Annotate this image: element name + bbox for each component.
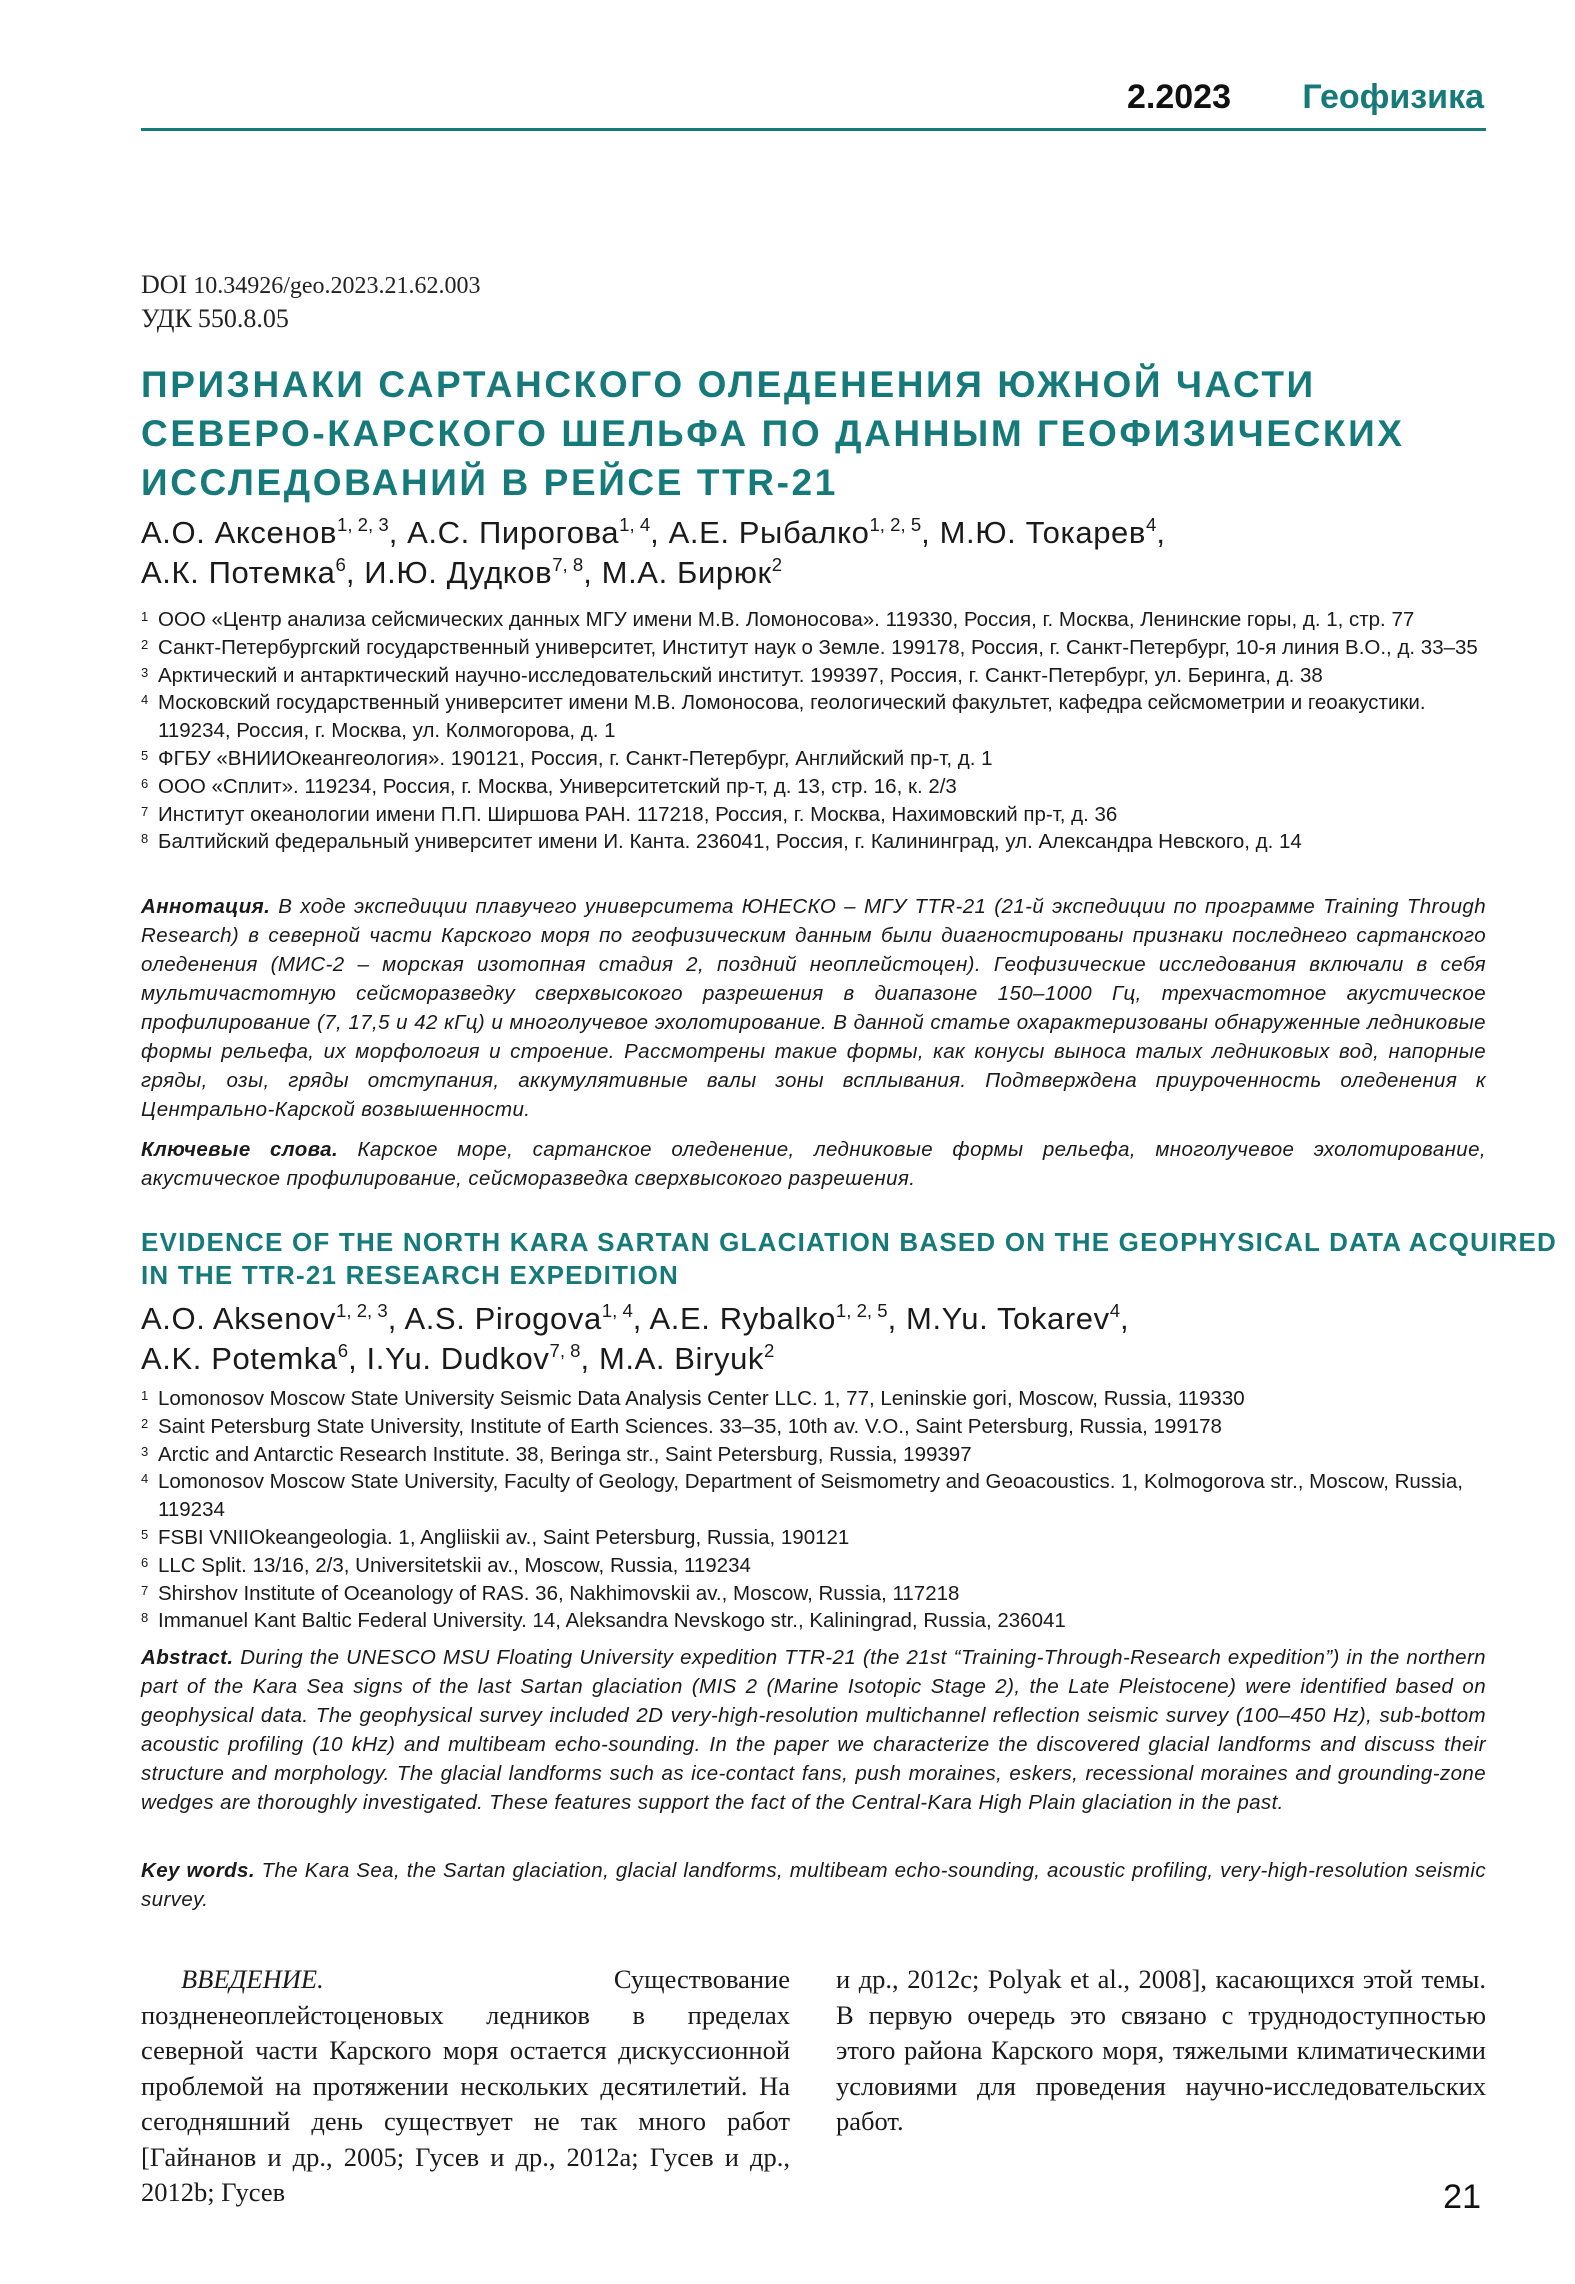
author-separator: , bbox=[387, 1301, 405, 1336]
author-affil-ref: 4 bbox=[1145, 513, 1157, 535]
affiliation-text: Московский государственный университет имени М.В. Ломоносова, геологический факультет, кафедра сейсмометрии и геоакустики. 119234, Россия, г. Москва, ул. Колмогорова, д. 1 bbox=[158, 691, 1426, 743]
author-name: A.E. Rybalko bbox=[649, 1301, 836, 1336]
abstract-en bbox=[141, 1643, 1486, 1817]
intro-text-col1: Существование поздненеоплейстоценовых ледников в пределах северной части Карского моря остается дискуссионной проблемой на протяжении нескольких десятилетий. На сегодняшний день существует не так много работ [Гайнанов и др., 2005; Гусев и др., 2012a; Гусев и др., 2012b; Гусев bbox=[141, 1964, 790, 2207]
author-name: А.Е. Рыбалко bbox=[668, 515, 870, 550]
keywords-ru-label: Ключевые слова. bbox=[141, 1138, 339, 1161]
issue-number: 2.2023 bbox=[1127, 78, 1231, 116]
affiliation-number: 7 bbox=[141, 803, 149, 819]
authors-en bbox=[141, 1299, 1129, 1379]
article-title-ru bbox=[141, 360, 1481, 507]
affiliation-number: 4 bbox=[141, 1471, 149, 1487]
author-name: I.Yu. Dudkov bbox=[366, 1341, 550, 1376]
affiliation-item bbox=[141, 1524, 1486, 1552]
affiliation-number: 1 bbox=[141, 609, 149, 624]
author-separator: , bbox=[887, 1301, 907, 1336]
affiliation-item bbox=[141, 1385, 1486, 1413]
title-ru-line: СЕВЕРО-КАРСКОГО ШЕЛЬФА ПО ДАННЫМ ГЕОФИЗИЧЕСКИХ bbox=[141, 413, 1405, 454]
author-separator: , bbox=[1156, 515, 1166, 550]
journal-section: Геофизика bbox=[1302, 78, 1484, 116]
affiliations-en bbox=[141, 1385, 1486, 1635]
abstract-en-label: Abstract. bbox=[141, 1646, 234, 1669]
author-affil-ref: 7, 8 bbox=[549, 1339, 581, 1361]
author-name: A.K. Potemka bbox=[141, 1341, 338, 1376]
affiliation-text: Arctic and Antarctic Research Institute. 38, Beringa str., Saint Petersburg, Russia, 199397 bbox=[158, 1442, 972, 1466]
affiliation-text: Lomonosov Moscow State University Seismic Data Analysis Center LLC. 1, 77, Leninskie gori, Moscow, Russia, 119330 bbox=[158, 1387, 1245, 1410]
author-name: А.К. Потемка bbox=[141, 555, 336, 590]
author-affil-ref: 6 bbox=[335, 553, 346, 575]
affiliation-item bbox=[141, 1441, 1486, 1469]
body-column-right bbox=[836, 1962, 1486, 2140]
affiliation-item bbox=[141, 1607, 1486, 1635]
affiliation-number: 8 bbox=[141, 831, 149, 847]
author-name: А.С. Пирогова bbox=[407, 515, 620, 550]
running-header bbox=[141, 78, 1486, 131]
authors-en-line bbox=[141, 1299, 1129, 1339]
abstract-en-text: During the UNESCO MSU Floating University expedition TTR-21 (the 21st “Training-Through-Research expedition”) in the northern part of the Kara Sea signs of the last Sartan glaciation (MIS 2 (Marine Isotopic Stage 2), the Late Pleistocene) were identified based on geophysical data. The geophysical survey included 2D very-high-resolution multichannel reflection seismic survey (100–450 Hz), sub-bottom acoustic profiling (10 kHz) and multibeam echo-sounding. In the paper we characterize the discovered glacial landforms and discuss their structure and morphology. The glacial landforms such as ice-contact fans, push moraines, eskers, recessional moraines and grounding-zone wedges are thoroughly investigated. These features support the fact of the Central-Kara High Plain glaciation in the past. bbox=[141, 1646, 1486, 1814]
affiliation-number: 5 bbox=[141, 1526, 149, 1542]
intro-text-col2: и др., 2012c; Polyak et al., 2008], касающихся этой темы. В первую очередь это связано с труднодоступностью этого района Карского моря, тяжелыми климатическими условиями для проведения научно-исследовательских работ. bbox=[836, 1964, 1486, 2136]
author-affil-ref: 2 bbox=[771, 553, 783, 575]
keywords-en bbox=[141, 1856, 1486, 1914]
authors-ru-line bbox=[141, 553, 1166, 593]
page-number: 21 bbox=[1443, 2178, 1481, 2216]
author-separator: , bbox=[345, 555, 365, 590]
author-separator: , bbox=[650, 515, 669, 550]
title-en-line: IN THE TTR-21 RESEARCH EXPEDITION bbox=[141, 1260, 679, 1290]
author-name: А.О. Аксенов bbox=[141, 515, 337, 550]
author-separator: , bbox=[632, 1301, 650, 1336]
affiliation-number: 6 bbox=[141, 775, 149, 791]
author-separator: , bbox=[580, 1341, 599, 1376]
affiliations-ru bbox=[141, 606, 1486, 856]
doi-value[interactable]: 10.34926/geo.2023.21.62.003 bbox=[193, 273, 481, 299]
affiliation-number: 1 bbox=[141, 1388, 149, 1403]
author-affil-ref: 4 bbox=[1109, 1299, 1121, 1321]
affiliation-item bbox=[141, 1580, 1486, 1608]
affiliation-number: 3 bbox=[141, 1443, 149, 1459]
authors-en-line bbox=[141, 1339, 1129, 1379]
affiliation-item bbox=[141, 1413, 1486, 1441]
keywords-en-text: The Kara Sea, the Sartan glaciation, glacial landforms, multibeam echo-sounding, acoustic profiling, very-high-resolution seismic survey. bbox=[141, 1859, 1486, 1911]
doi-line bbox=[141, 270, 481, 300]
author-name: M.Yu. Tokarev bbox=[906, 1301, 1110, 1336]
udk-label: УДК bbox=[141, 304, 192, 333]
title-ru-line: ИССЛЕДОВАНИЙ В РЕЙСЕ TTR-21 bbox=[141, 462, 838, 503]
title-ru-line: ПРИЗНАКИ САРТАНСКОГО ОЛЕДЕНЕНИЯ ЮЖНОЙ ЧАСТИ bbox=[141, 364, 1316, 405]
udk-line bbox=[141, 304, 289, 334]
affiliation-item bbox=[141, 634, 1486, 662]
intro-heading: ВВЕДЕНИЕ. bbox=[181, 1964, 324, 1994]
author-affil-ref: 1, 2, 3 bbox=[336, 1299, 388, 1321]
affiliation-item bbox=[141, 828, 1486, 856]
author-separator: , bbox=[348, 1341, 367, 1376]
affiliation-item bbox=[141, 773, 1486, 801]
affiliation-text: LLC Split. 13/16, 2/3, Universitetskii av., Moscow, Russia, 119234 bbox=[158, 1553, 751, 1577]
abstract-ru-label: Аннотация. bbox=[141, 895, 271, 918]
authors-ru bbox=[141, 513, 1166, 593]
author-affil-ref: 6 bbox=[337, 1339, 349, 1361]
author-name: И.Ю. Дудков bbox=[364, 555, 553, 590]
affiliation-item bbox=[141, 689, 1486, 745]
udk-value: 550.8.05 bbox=[197, 304, 289, 333]
affiliation-item bbox=[141, 1468, 1486, 1524]
author-name: M.A. Biryuk bbox=[598, 1341, 765, 1376]
affiliation-number: 6 bbox=[141, 1554, 149, 1570]
affiliation-item bbox=[141, 745, 1486, 773]
affiliation-number: 5 bbox=[141, 747, 149, 763]
author-separator: , bbox=[388, 515, 408, 550]
author-separator: , bbox=[583, 555, 602, 590]
affiliation-item bbox=[141, 662, 1486, 690]
affiliation-item bbox=[141, 801, 1486, 829]
affiliation-item bbox=[141, 1552, 1486, 1580]
author-separator: , bbox=[921, 515, 940, 550]
author-name: A.S. Pirogova bbox=[404, 1301, 602, 1336]
author-affil-ref: 7, 8 bbox=[552, 553, 584, 575]
affiliation-text: Институт океанологии имени П.П. Ширшова РАН. 117218, Россия, г. Москва, Нахимовский пр-т, д. 36 bbox=[158, 802, 1118, 826]
author-affil-ref: 2 bbox=[764, 1339, 775, 1361]
article-title-en bbox=[141, 1226, 1558, 1292]
title-en-line: EVIDENCE OF THE NORTH KARA SARTAN GLACIATION BASED ON THE GEOPHYSICAL DATA ACQUIRED bbox=[141, 1227, 1558, 1257]
affiliation-text: Immanuel Kant Baltic Federal University. 14, Aleksandra Nevskogo str., Kaliningrad, Russia, 236041 bbox=[158, 1609, 1066, 1633]
author-affil-ref: 1, 4 bbox=[601, 1299, 633, 1321]
keywords-ru bbox=[141, 1135, 1486, 1193]
affiliation-text: ФГБУ «ВНИИОкеангеология». 190121, Россия, г. Санкт-Петербург, Английский пр-т, д. 1 bbox=[158, 746, 993, 770]
author-affil-ref: 1, 4 bbox=[619, 513, 651, 535]
author-affil-ref: 1, 2, 3 bbox=[337, 513, 389, 535]
affiliation-text: Санкт-Петербургский государственный университет, Институт наук о Земле. 199178, Россия, г. Санкт-Петербург, 10-я линия В.О., д. 33–35 bbox=[158, 635, 1478, 659]
author-affil-ref: 1, 2, 5 bbox=[835, 1299, 888, 1321]
affiliation-text: Shirshov Institute of Oceanology of RAS. 36, Nakhimovskii av., Moscow, Russia, 117218 bbox=[158, 1581, 960, 1605]
affiliation-number: 2 bbox=[141, 636, 149, 652]
author-name: М.А. Бирюк bbox=[601, 555, 772, 590]
abstract-ru-text: В ходе экспедиции плавучего университета ЮНЕСКО – МГУ TTR-21 (21-й экспедиции по программе Training Through Research) в северной части Карского моря по геофизическим данным были диагностированы признаки последнего сартанского оледенения (МИС-2 – морская изотопная стадия 2, поздний неоплейстоцен). Геофизические исследования включали в себя мультичастотную сейсморазведку сверхвысокого разрешения в диапазоне 150–1000 Гц, трехчастотное акустическое профилирование (7, 17,5 и 42 кГц) и многолучевое эхолотирование. В данной статье охарактеризованы обнаруженные ледниковые формы рельефа, их морфология и строение. Рассмотрены такие формы, как конусы выноса талых ледниковых вод, напорные гряды, озы, гряды отступания, аккумулятивные валы зоны всплывания. Подтверждена приуроченность оледенения к Центрально-Карской возвышенности. bbox=[141, 895, 1486, 1121]
doi-label: DOI bbox=[141, 270, 188, 299]
affiliation-number: 2 bbox=[141, 1415, 149, 1431]
authors-ru-line bbox=[141, 513, 1166, 553]
abstract-ru bbox=[141, 892, 1486, 1124]
author-affil-ref: 1, 2, 5 bbox=[869, 513, 922, 535]
affiliation-text: Арктический и антарктический научно-исследовательский институт. 199397, Россия, г. Санкт-Петербург, ул. Беринга, д. 38 bbox=[158, 663, 1323, 687]
keywords-ru-text: Карское море, сартанское оледенение, ледниковые формы рельефа, многолучевое эхолотирование, акустическое профилирование, сейсморазведка сверхвысокого разрешения. bbox=[141, 1138, 1486, 1190]
author-separator: , bbox=[1120, 1301, 1130, 1336]
affiliation-number: 3 bbox=[141, 664, 149, 680]
affiliation-text: ООО «Сплит». 119234, Россия, г. Москва, Университетский пр-т, д. 13, стр. 16, к. 2/3 bbox=[158, 774, 957, 798]
affiliation-number: 4 bbox=[141, 692, 149, 708]
affiliation-text: ООО «Центр анализа сейсмических данных МГУ имени М.В. Ломоносова». 119330, Россия, г. Москва, Ленинские горы, д. 1, стр. 77 bbox=[158, 608, 1415, 631]
author-name: М.Ю. Токарев bbox=[939, 515, 1146, 550]
affiliation-text: Балтийский федеральный университет имени И. Канта. 236041, Россия, г. Калининград, ул. Александра Невского, д. 14 bbox=[158, 830, 1302, 854]
affiliation-text: Lomonosov Moscow State University, Faculty of Geology, Department of Seismometry and Geoacoustics. 1, Kolmogorova str., Moscow, Russia, 119234 bbox=[158, 1470, 1463, 1522]
keywords-en-label: Key words. bbox=[141, 1859, 255, 1882]
affiliation-text: Saint Petersburg State University, Institute of Earth Sciences. 33–35, 10th av. V.O., Saint Petersburg, Russia, 199178 bbox=[158, 1414, 1222, 1438]
affiliation-item bbox=[141, 606, 1486, 634]
affiliation-number: 8 bbox=[141, 1610, 149, 1626]
author-name: A.O. Aksenov bbox=[141, 1301, 337, 1336]
affiliation-number: 7 bbox=[141, 1582, 149, 1598]
body-column-left bbox=[141, 1962, 790, 2211]
affiliation-text: FSBI VNIIOkeangeologia. 1, Angliiskii av., Saint Petersburg, Russia, 190121 bbox=[158, 1525, 850, 1549]
